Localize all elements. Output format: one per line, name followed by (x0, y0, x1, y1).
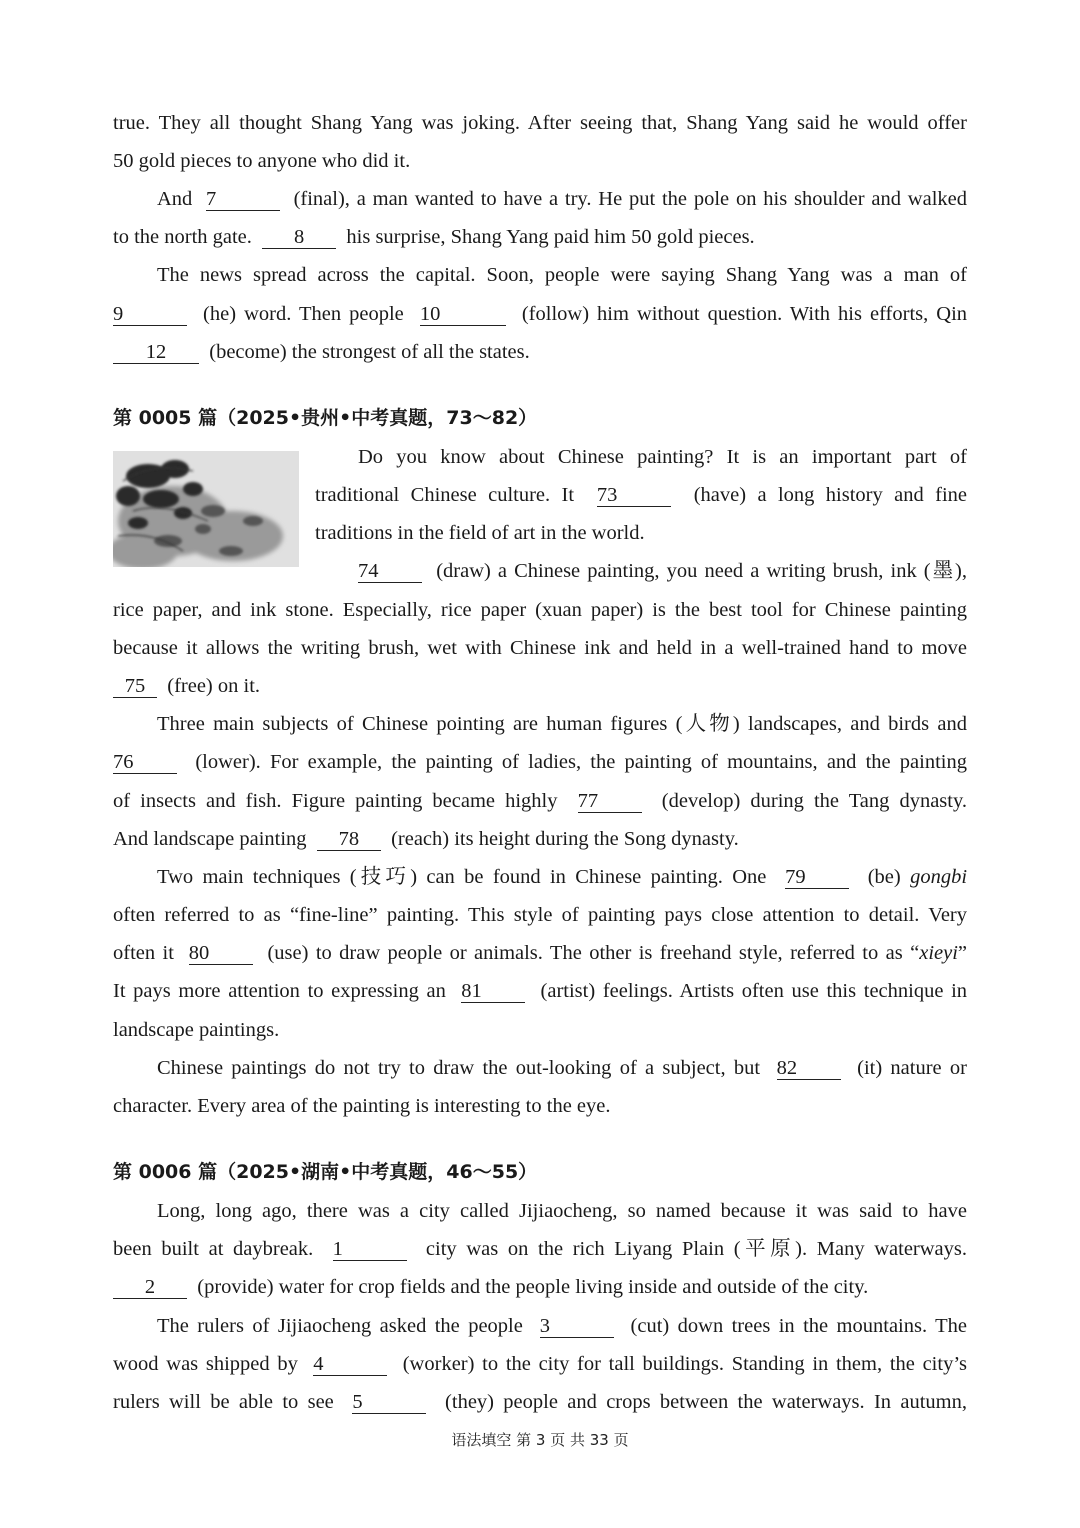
blank-2: 2 (113, 1276, 187, 1299)
blank-3: 3 (540, 1315, 614, 1338)
text-line: Do you know about Chinese painting? It is an important part of (358, 446, 967, 468)
text-line: Long, long ago, there was a city called Jijiaocheng, so named because it was said to have (157, 1200, 967, 1222)
text-line: Chinese paintings do not try to draw the out-looking of a subject, but 82 (it) nature or (157, 1057, 967, 1079)
blank-77: 77 (578, 790, 642, 813)
text-line: 75 (free) on it. (113, 667, 967, 705)
blank-73: 73 (597, 484, 671, 507)
text-line: The news spread across the capital. Soon, people were saying Shang Yang was a man of (157, 264, 967, 286)
blank-81: 81 (461, 980, 525, 1003)
blank-78: 78 (317, 828, 381, 851)
text-line: And 7 (final), a man wanted to have a try. He put the pole on his shoulder and walked (157, 188, 968, 210)
text-line: character. Every area of the painting is interesting to the eye. (113, 1095, 611, 1117)
text-line: 9 (he) word. Then people 10 (follow) him without question. With his efforts, Qin (113, 303, 968, 325)
text-line: landscape paintings. (113, 1019, 280, 1041)
section-heading: 第 0006 篇（2025•湖南•中考真题，46～55） (113, 1161, 538, 1183)
text-line: traditional Chinese culture. It 73 (have) a long history and fine (315, 484, 968, 506)
text-line: 12 (become) the strongest of all the states. (113, 333, 967, 371)
text-line: rulers will be able to see 5 (they) people and crops between the waterways. In autumn, (113, 1391, 967, 1413)
text-line: to the north gate. 8 his surprise, Shang Yang paid him 50 gold pieces. (113, 226, 755, 248)
blank-10: 10 (420, 303, 506, 326)
page-footer: 语法填空 第 3 页 共 33 页 (451, 1431, 629, 1449)
blank-80: 80 (189, 942, 253, 965)
text-line: 2 (provide) water for crop fields and the people living inside and outside of the city. (113, 1268, 967, 1306)
text-line: true. They all thought Shang Yang was joking. After seeing that, Shang Yang said he would offer (113, 112, 967, 134)
text-line: And landscape painting 78 (reach) its height during the Song dynasty. (113, 828, 739, 850)
text-line: traditions in the field of art in the world. (315, 522, 645, 544)
text-line: 74 (draw) a Chinese painting, you need a writing brush, ink (墨), (358, 560, 968, 582)
blank-9: 9 (113, 303, 187, 326)
painting-image (113, 451, 299, 567)
blank-4: 4 (313, 1353, 387, 1376)
text-line: 50 gold pieces to anyone who did it. (113, 150, 411, 172)
blank-79: 79 (785, 866, 849, 889)
blank-74: 74 (358, 560, 422, 583)
text-line: rice paper, and ink stone. Especially, rice paper (xuan paper) is the best tool for Chinese painting (113, 599, 967, 621)
text-line: 76 (lower). For example, the painting of ladies, the painting of mountains, and the painting (113, 751, 967, 773)
blank-82: 82 (777, 1057, 841, 1080)
text-line: often referred to as “fine-line” painting. This style of painting pays close attention to detail. Very (113, 904, 967, 926)
blank-8: 8 (262, 226, 336, 249)
blank-5: 5 (352, 1391, 426, 1414)
blank-1: 1 (333, 1238, 407, 1261)
section-heading: 第 0005 篇（2025•贵州•中考真题，73～82） (113, 407, 538, 429)
blank-7: 7 (206, 188, 280, 211)
blank-75: 75 (113, 675, 157, 698)
blank-12: 12 (113, 341, 199, 364)
text-line: It pays more attention to expressing an 81 (artist) feelings. Artists often use this technique in (113, 980, 968, 1002)
text-line: Two main techniques (技巧) can be found in Chinese painting. One 79 (be) gongbi (157, 866, 968, 888)
text-line: been built at daybreak. 1 city was on the rich Liyang Plain (平原). Many waterways. (113, 1238, 968, 1260)
text-line: The rulers of Jijiaocheng asked the people 3 (cut) down trees in the mountains. The (157, 1315, 968, 1337)
text-line: because it allows the writing brush, wet with Chinese ink and held in a well-trained hand to move (113, 637, 967, 659)
text-line: wood was shipped by 4 (worker) to the city for tall buildings. Standing in them, the city’s (113, 1353, 967, 1375)
text-line: often it 80 (use) to draw people or animals. The other is freehand style, referred to as “xieyi” (113, 942, 968, 964)
blank-76: 76 (113, 751, 177, 774)
text-line: of insects and fish. Figure painting became highly 77 (develop) during the Tang dynasty. (113, 790, 968, 812)
text-line: Three main subjects of Chinese pointing are human figures (人物) landscapes, and birds and (157, 713, 967, 735)
